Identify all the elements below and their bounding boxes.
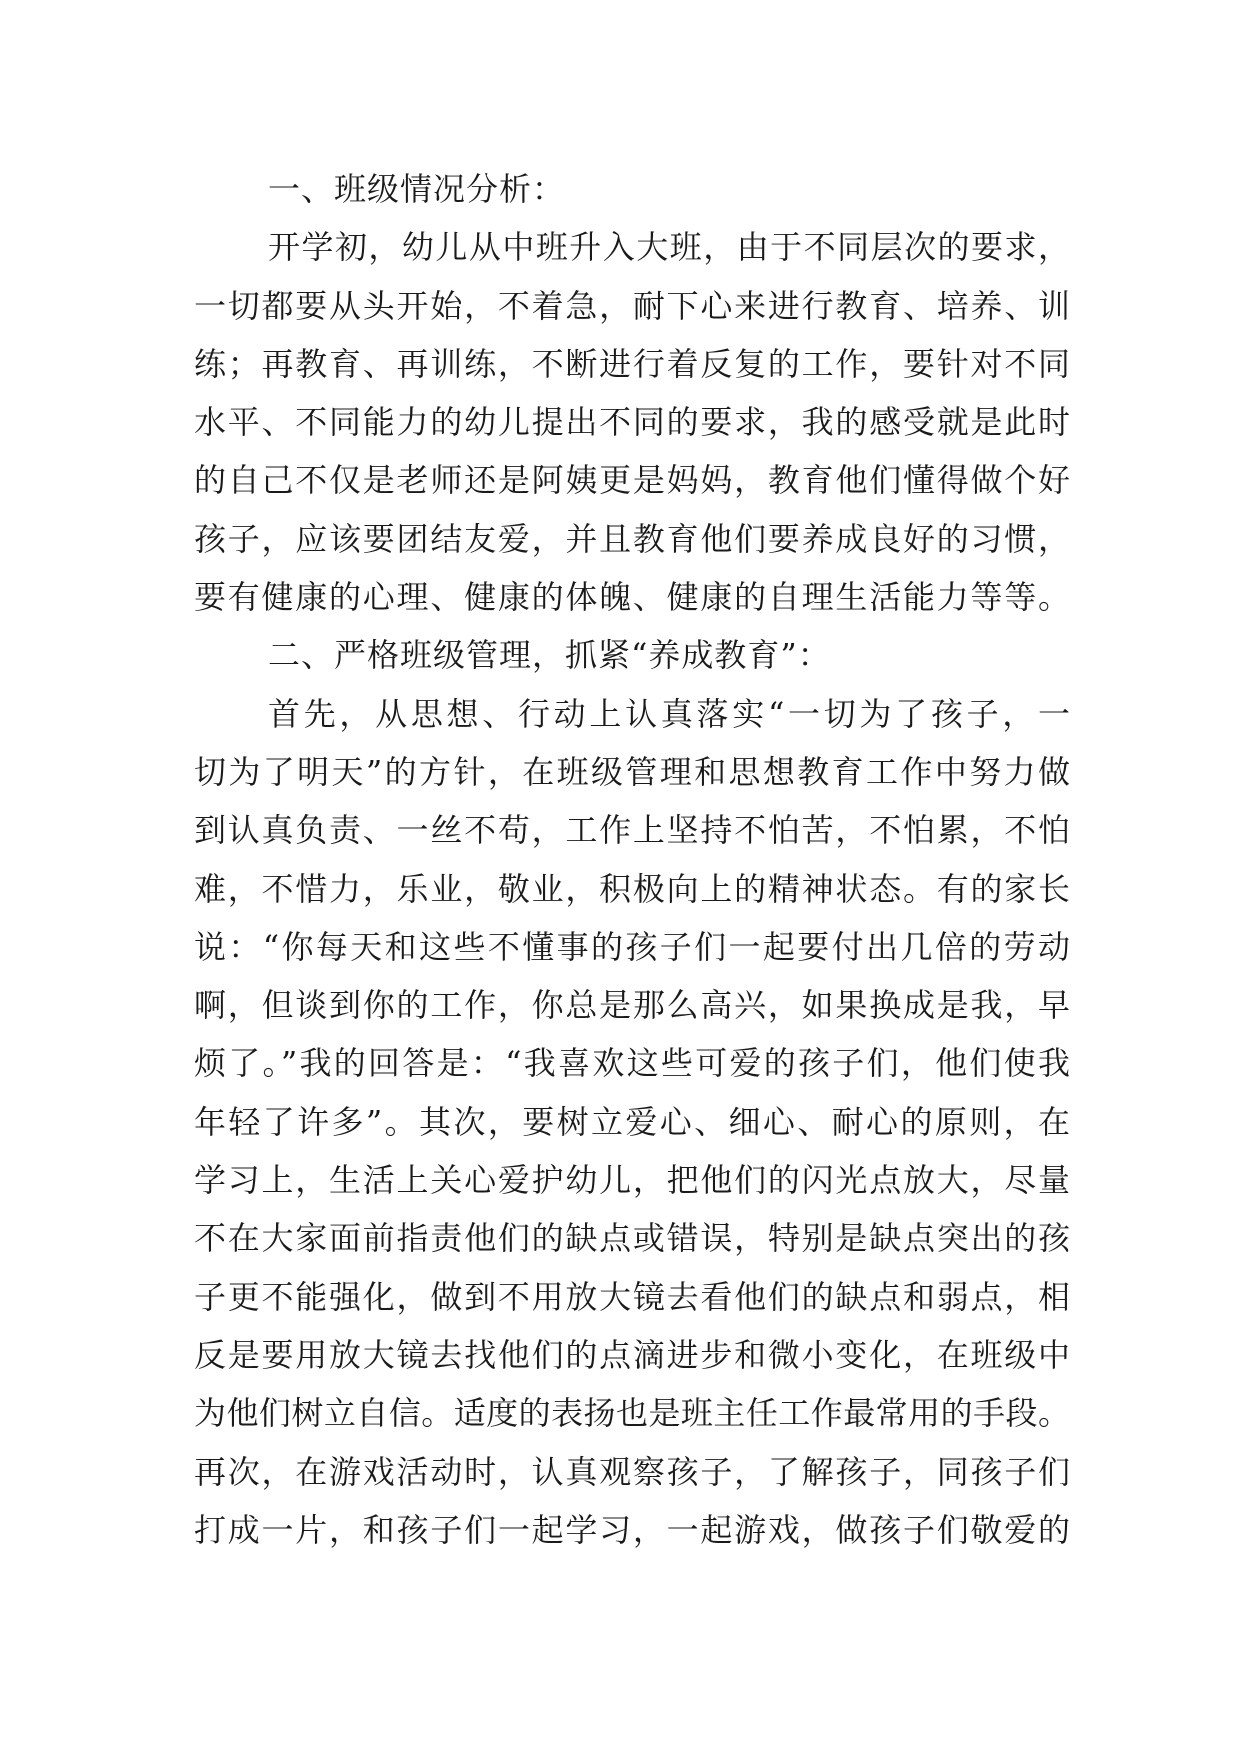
paragraph-line: 为他们树立自信。适度的表扬也是班主任工作最常用的手段。 — [194, 1394, 1070, 1433]
paragraph-line: 的自己不仅是老师还是阿姨更是妈妈，教育他们懂得做个好 — [194, 461, 1070, 500]
paragraph-line: 练；再教育、再训练，不断进行着反复的工作，要针对不同 — [194, 344, 1070, 383]
body-text — [194, 160, 1070, 1559]
section-heading-2: 二、严格班级管理，抓紧“养成教育”： — [268, 636, 831, 675]
paragraph-line: 不在大家面前指责他们的缺点或错误，特别是缺点突出的孩 — [194, 1219, 1070, 1258]
paragraph-line: 水平、不同能力的幼儿提出不同的要求，我的感受就是此时 — [194, 403, 1070, 442]
paragraph-line: 到认真负责、一丝不苟，工作上坚持不怕苦，不怕累，不怕 — [194, 811, 1070, 850]
paragraph-line: 要有健康的心理、健康的体魄、健康的自理生活能力等等。 — [194, 578, 1070, 617]
paragraph-line: 反是要用放大镜去找他们的点滴进步和微小变化，在班级中 — [194, 1335, 1070, 1374]
paragraph-line: 子更不能强化，做到不用放大镜去看他们的缺点和弱点，相 — [194, 1277, 1070, 1316]
paragraph-line: 年轻了许多”。其次，要树立爱心、细心、耐心的原则，在 — [194, 1102, 1070, 1141]
paragraph-line: 一切都要从头开始，不着急，耐下心来进行教育、培养、训 — [194, 286, 1070, 325]
paragraph-line: 说：“你每天和这些不懂事的孩子们一起要付出几倍的劳动 — [194, 927, 1070, 966]
paragraph-line: 再次，在游戏活动时，认真观察孩子，了解孩子，同孩子们 — [194, 1452, 1070, 1491]
section-heading-1: 一、班级情况分析： — [268, 170, 566, 208]
paragraph-line: 打成一片，和孩子们一起学习，一起游戏，做孩子们敬爱的 — [194, 1510, 1070, 1549]
paragraph-line: 啊，但谈到你的工作，你总是那么高兴，如果换成是我，早 — [194, 986, 1070, 1025]
paragraph-line: 切为了明天”的方针，在班级管理和思想教育工作中努力做 — [194, 752, 1070, 791]
paragraph-line: 难，不惜力，乐业，敬业，积极向上的精神状态。有的家长 — [194, 869, 1070, 908]
paragraph-line: 开学初，幼儿从中班升入大班，由于不同层次的要求， — [268, 228, 1070, 267]
paragraph-line: 学习上，生活上关心爱护幼儿，把他们的闪光点放大，尽量 — [194, 1161, 1070, 1200]
paragraph-line: 孩子，应该要团结友爱，并且教育他们要养成良好的习惯， — [194, 519, 1070, 558]
paragraph-line: 烦了。”我的回答是：“我喜欢这些可爱的孩子们，他们使我 — [194, 1044, 1070, 1083]
paragraph-line: 首先，从思想、行动上认真落实“一切为了孩子，一 — [268, 694, 1070, 733]
